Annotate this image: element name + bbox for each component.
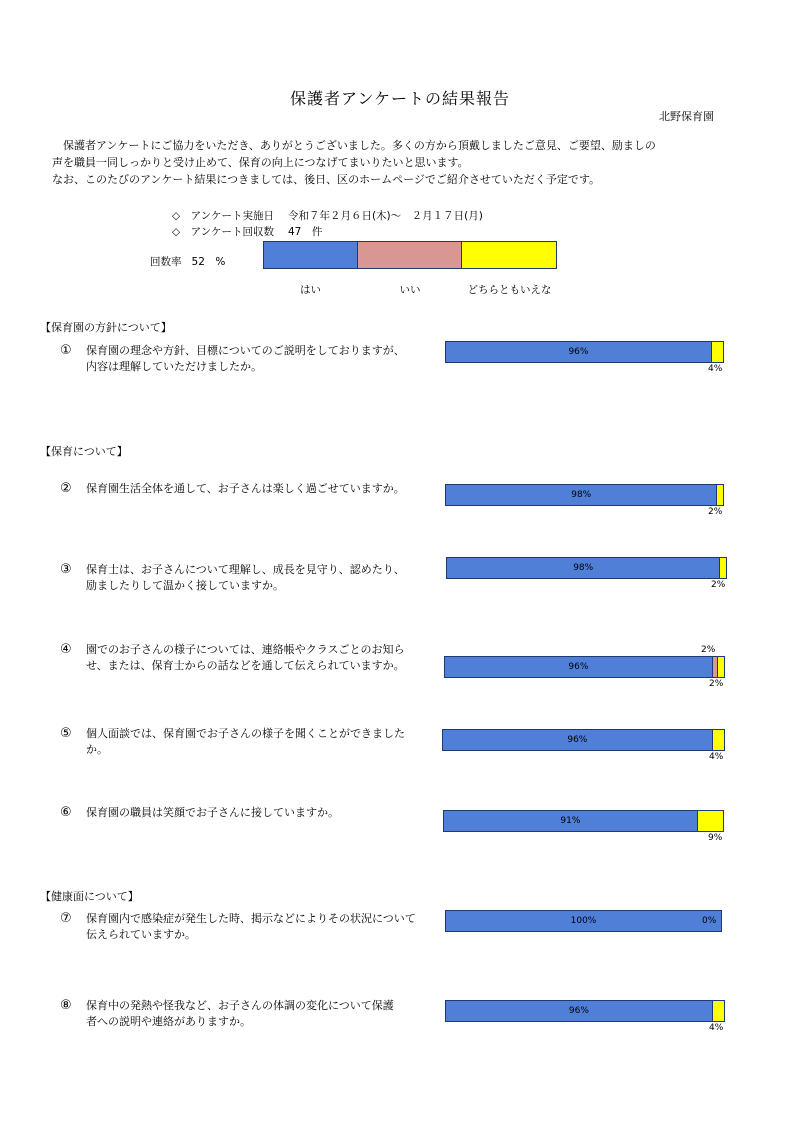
question-text: 保育士は、お子さんについて理解し、成長を見守り、認めたり、 励ましたりして温かく接していますか。	[86, 563, 405, 592]
other-percent-label: 2%	[711, 580, 726, 590]
period-value: 令和７年２月６日(木)～ ２月１７日(月)	[287, 210, 483, 222]
question-number: ②	[60, 481, 72, 496]
bar-segment-yes	[444, 811, 698, 831]
question-text: 保育園内で感染症が発生した時、掲示などによりその状況について 伝えられていますか。	[86, 912, 416, 941]
bar-segment-other	[698, 811, 723, 831]
organization-name: 北野保育園	[659, 110, 714, 123]
bar-segment-yes	[445, 657, 713, 677]
result-bar	[443, 810, 724, 832]
legend-label-yes: はい	[300, 284, 321, 296]
bar-segment-yes	[447, 558, 720, 578]
result-bar	[445, 1000, 725, 1022]
result-bar	[445, 484, 724, 506]
intro-text	[52, 137, 742, 188]
survey-info	[172, 208, 497, 240]
section-policy: 【保育園の方針について】	[40, 321, 172, 334]
rate-value: 52 %	[191, 256, 226, 268]
legend-swatch-other	[462, 242, 556, 268]
question-number: ④	[60, 642, 72, 657]
question-text: 保育園生活全体を通して、お子さんは楽しく過ごせていますか。	[86, 482, 405, 495]
other-percent-label: 2%	[708, 507, 723, 517]
yes-percent-label: 96%	[568, 662, 589, 672]
other-percent-label: 9%	[708, 833, 723, 843]
intro-line-2: 声を職員一同しっかりと受け止めて、保育の向上につなげてまいりたいと思います。	[52, 156, 469, 169]
other-percent-label: 2%	[709, 679, 724, 689]
count-value: 47 件	[287, 226, 323, 238]
yes-percent-label: 96%	[568, 347, 589, 357]
result-bar	[442, 729, 725, 751]
question-text: 個人面談では、保育園でお子さんの様子を聞くことができました か。	[86, 727, 405, 756]
other-percent-label: 4%	[709, 1023, 724, 1033]
rate-label: 回数率	[150, 256, 182, 268]
intro-line-3: なお、このたびのアンケート結果につきましては、後日、区のホームページでご紹介させていただく予定です。	[52, 173, 601, 186]
result-bar	[445, 341, 724, 363]
question-text: 保育園の理念や方針、目標についてのご説明をしておりますが、 内容は理解していただけましたか。	[86, 344, 405, 373]
question-number: ①	[60, 343, 72, 358]
bar-segment-other	[717, 485, 723, 505]
bar-segment-yes	[446, 1001, 713, 1021]
bar-segment-yes	[446, 911, 721, 931]
question-number: ⑤	[60, 726, 72, 741]
question-text: 保育中の発熱や怪我など、お子さんの体調の変化について保護 者への説明や連絡がありますか。	[86, 999, 394, 1028]
yes-percent-label: 98%	[571, 490, 592, 500]
question-text: 保育園の職員は笑顔でお子さんに接していますか。	[86, 806, 339, 819]
question-number: ⑧	[60, 998, 72, 1013]
question-number: ⑦	[60, 911, 72, 926]
question-number: ⑥	[60, 805, 72, 820]
other-percent-label: 0%	[702, 916, 717, 926]
legend-swatch-yes	[264, 242, 358, 268]
yes-percent-label: 96%	[568, 1006, 589, 1016]
bar-segment-other	[718, 657, 724, 677]
count-label: ◇ アンケート回収数	[172, 226, 274, 238]
page-title: 保護者アンケートの結果報告	[289, 89, 511, 108]
bar-segment-yes	[443, 730, 713, 750]
bar-segment-yes	[446, 485, 717, 505]
yes-percent-label: 98%	[573, 563, 594, 573]
bar-segment-other	[713, 730, 724, 750]
bar-segment-other	[713, 1001, 724, 1021]
legend-swatch-no	[358, 242, 461, 268]
section-care: 【保育について】	[40, 445, 128, 458]
bar-segment-other	[712, 342, 723, 362]
question-number: ③	[60, 562, 72, 577]
legend-label-no: いい	[399, 284, 421, 296]
legend-label-other: どちらともいえな	[467, 284, 552, 296]
question-text: 園でのお子さんの様子については、連絡帳やクラスごとのお知ら せ、または、保育士からの話などを通して伝えられていますか。	[86, 643, 405, 672]
period-label: ◇ アンケート実施日	[172, 210, 274, 222]
other-percent-label: 4%	[708, 364, 723, 374]
result-bar	[444, 656, 725, 678]
result-bar	[446, 557, 727, 579]
bar-segment-yes	[446, 342, 712, 362]
yes-percent-label: 100%	[570, 916, 597, 926]
section-health: 【健康面について】	[40, 890, 139, 903]
yes-percent-label: 96%	[567, 735, 588, 745]
intro-line-1: 保護者アンケートにご協力をいただき、ありがとうございました。多くの方から頂戴しましたご意見、ご要望、励ましの	[63, 139, 656, 152]
no-percent-label: 2%	[701, 645, 716, 655]
result-bar	[445, 910, 722, 932]
response-rate	[150, 254, 225, 269]
legend-bar	[263, 241, 557, 269]
other-percent-label: 4%	[709, 752, 724, 762]
bar-segment-other	[720, 558, 726, 578]
yes-percent-label: 91%	[560, 816, 581, 826]
